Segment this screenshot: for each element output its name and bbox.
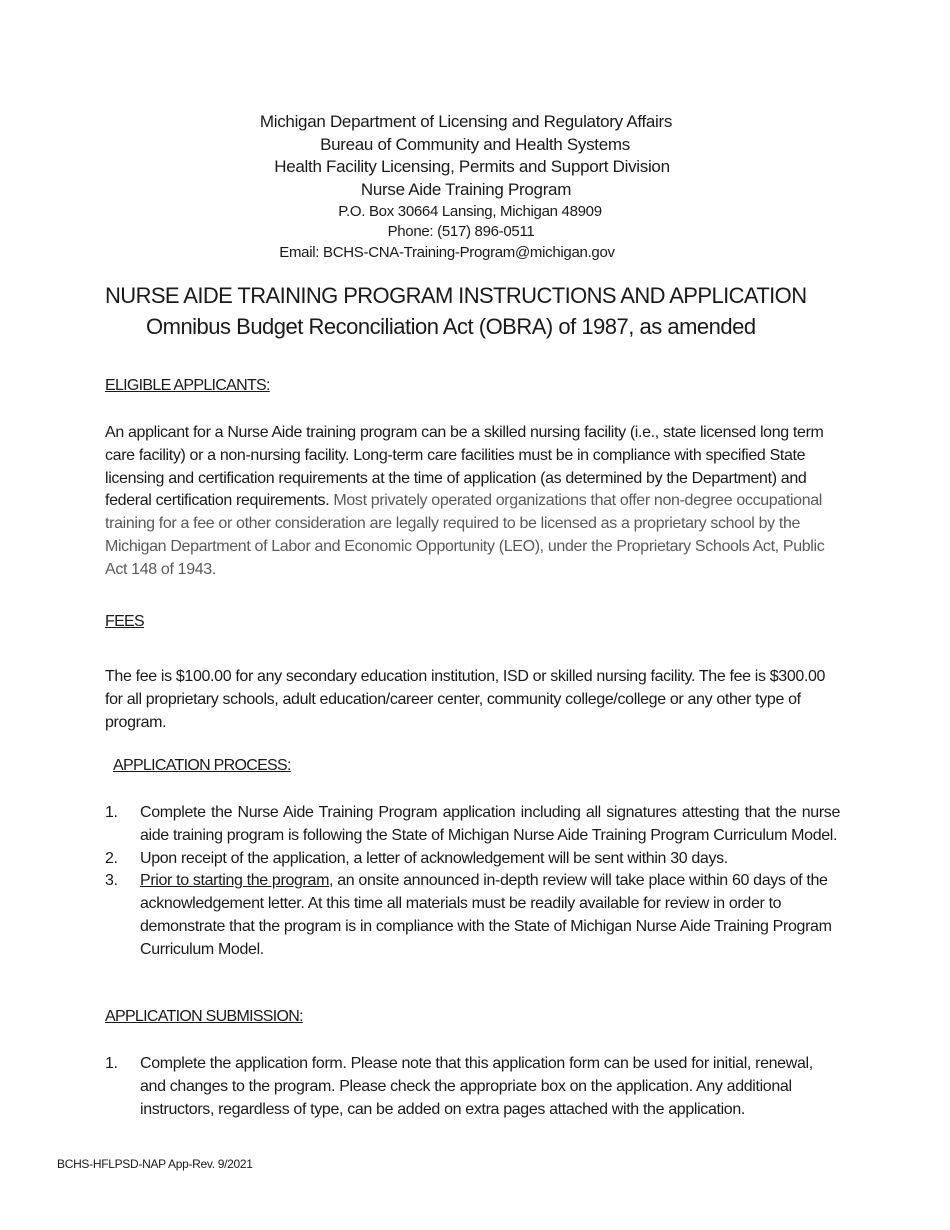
form-revision-footer: BCHS-HFLPSD-NAP App-Rev. 9/2021	[57, 1157, 253, 1171]
department-name: Michigan Department of Licensing and Regulatory Affairs	[259, 112, 673, 131]
program-name: Nurse Aide Training Program	[360, 180, 572, 200]
prior-to-start-emphasis: Prior to starting the program	[140, 872, 330, 890]
list-item	[105, 1053, 840, 1121]
application-process-list	[105, 802, 840, 962]
fees-paragraph: The fee is $100.00 for any secondary education institution, ISD or skilled nursing facility. The fee is $300.00 for all proprietary schools, adult education/career center, community college/college or any other type of program.	[105, 668, 826, 731]
agency-header	[0, 111, 950, 263]
list-item-text: Complete the application form. Please note that this application form can be used for initial, renewal, and changes to the program. Please check the appropriate box on the application. Any additional instructors, regardless of type, can be added on extra pages attached with the application.	[140, 1055, 813, 1118]
list-number: 3.	[105, 872, 118, 890]
list-number: 2.	[105, 849, 118, 867]
eligible-applicants-heading: ELIGIBLE APPLICANTS:	[105, 377, 270, 394]
list-item	[105, 870, 840, 961]
document-subtitle: Omnibus Budget Reconciliation Act (OBRA) of 1987, as amended	[146, 314, 756, 339]
list-number: 1.	[105, 804, 118, 821]
list-item	[105, 802, 840, 848]
mailing-address: P.O. Box 30664 Lansing, Michigan 48909	[338, 202, 602, 220]
division-name: Health Facility Licensing, Permits and Support Division	[274, 157, 670, 177]
proprietary-school-note: Most privately operated organizations that offer non-degree occupational training for a fee or other consideration are legally required to be licensed as a proprietary school by the Michigan Department of Labor and Economic Opportunity (LEO), under the Proprietary Schools Act, Public Act 148 of 1943.	[105, 492, 825, 578]
eligible-applicants-paragraph	[105, 422, 840, 582]
fees-heading: FEES	[105, 613, 144, 630]
email-address: Email: BCHS-CNA-Training-Program@michigan.gov	[279, 243, 615, 261]
application-submission-list	[105, 1053, 840, 1121]
document-title: NURSE AIDE TRAINING PROGRAM INSTRUCTIONS AND APPLICATION	[105, 283, 807, 308]
list-item-text: Complete the Nurse Aide Training Program application including all signatures attesting that the nurse aide training program is following the State of Michigan Nurse Aide Training Program Curriculum Model.	[140, 804, 840, 844]
application-process-heading: APPLICATION PROCESS:	[113, 757, 291, 774]
application-submission-heading: APPLICATION SUBMISSION:	[105, 1008, 303, 1025]
phone-number: Phone: (517) 896-0511	[387, 223, 535, 241]
list-number: 1.	[105, 1055, 118, 1072]
list-item-text: , an onsite announced in-depth review will take place within 60 days of the acknowledgement letter. At this time all materials must be readily available for review in order to demonstrate that the program is in compliance with the State of Michigan Nurse Aide Training Program Curriculum Model.	[140, 872, 832, 958]
eligibility-text: An applicant for a Nurse Aide training program can be a skilled nursing facility (i.e., state licensed long term care facility) or a non-nursing facility. Long-term care facilities must be in compliance with specified State licensing and certification requirements at the time of application (as determined by the Department) and federal certification requirements.	[105, 424, 824, 510]
list-item-text: Upon receipt of the application, a letter of acknowledgement will be sent within 30 days.	[140, 849, 728, 867]
bureau-name: Bureau of Community and Health Systems	[320, 134, 630, 154]
list-item	[105, 848, 840, 871]
